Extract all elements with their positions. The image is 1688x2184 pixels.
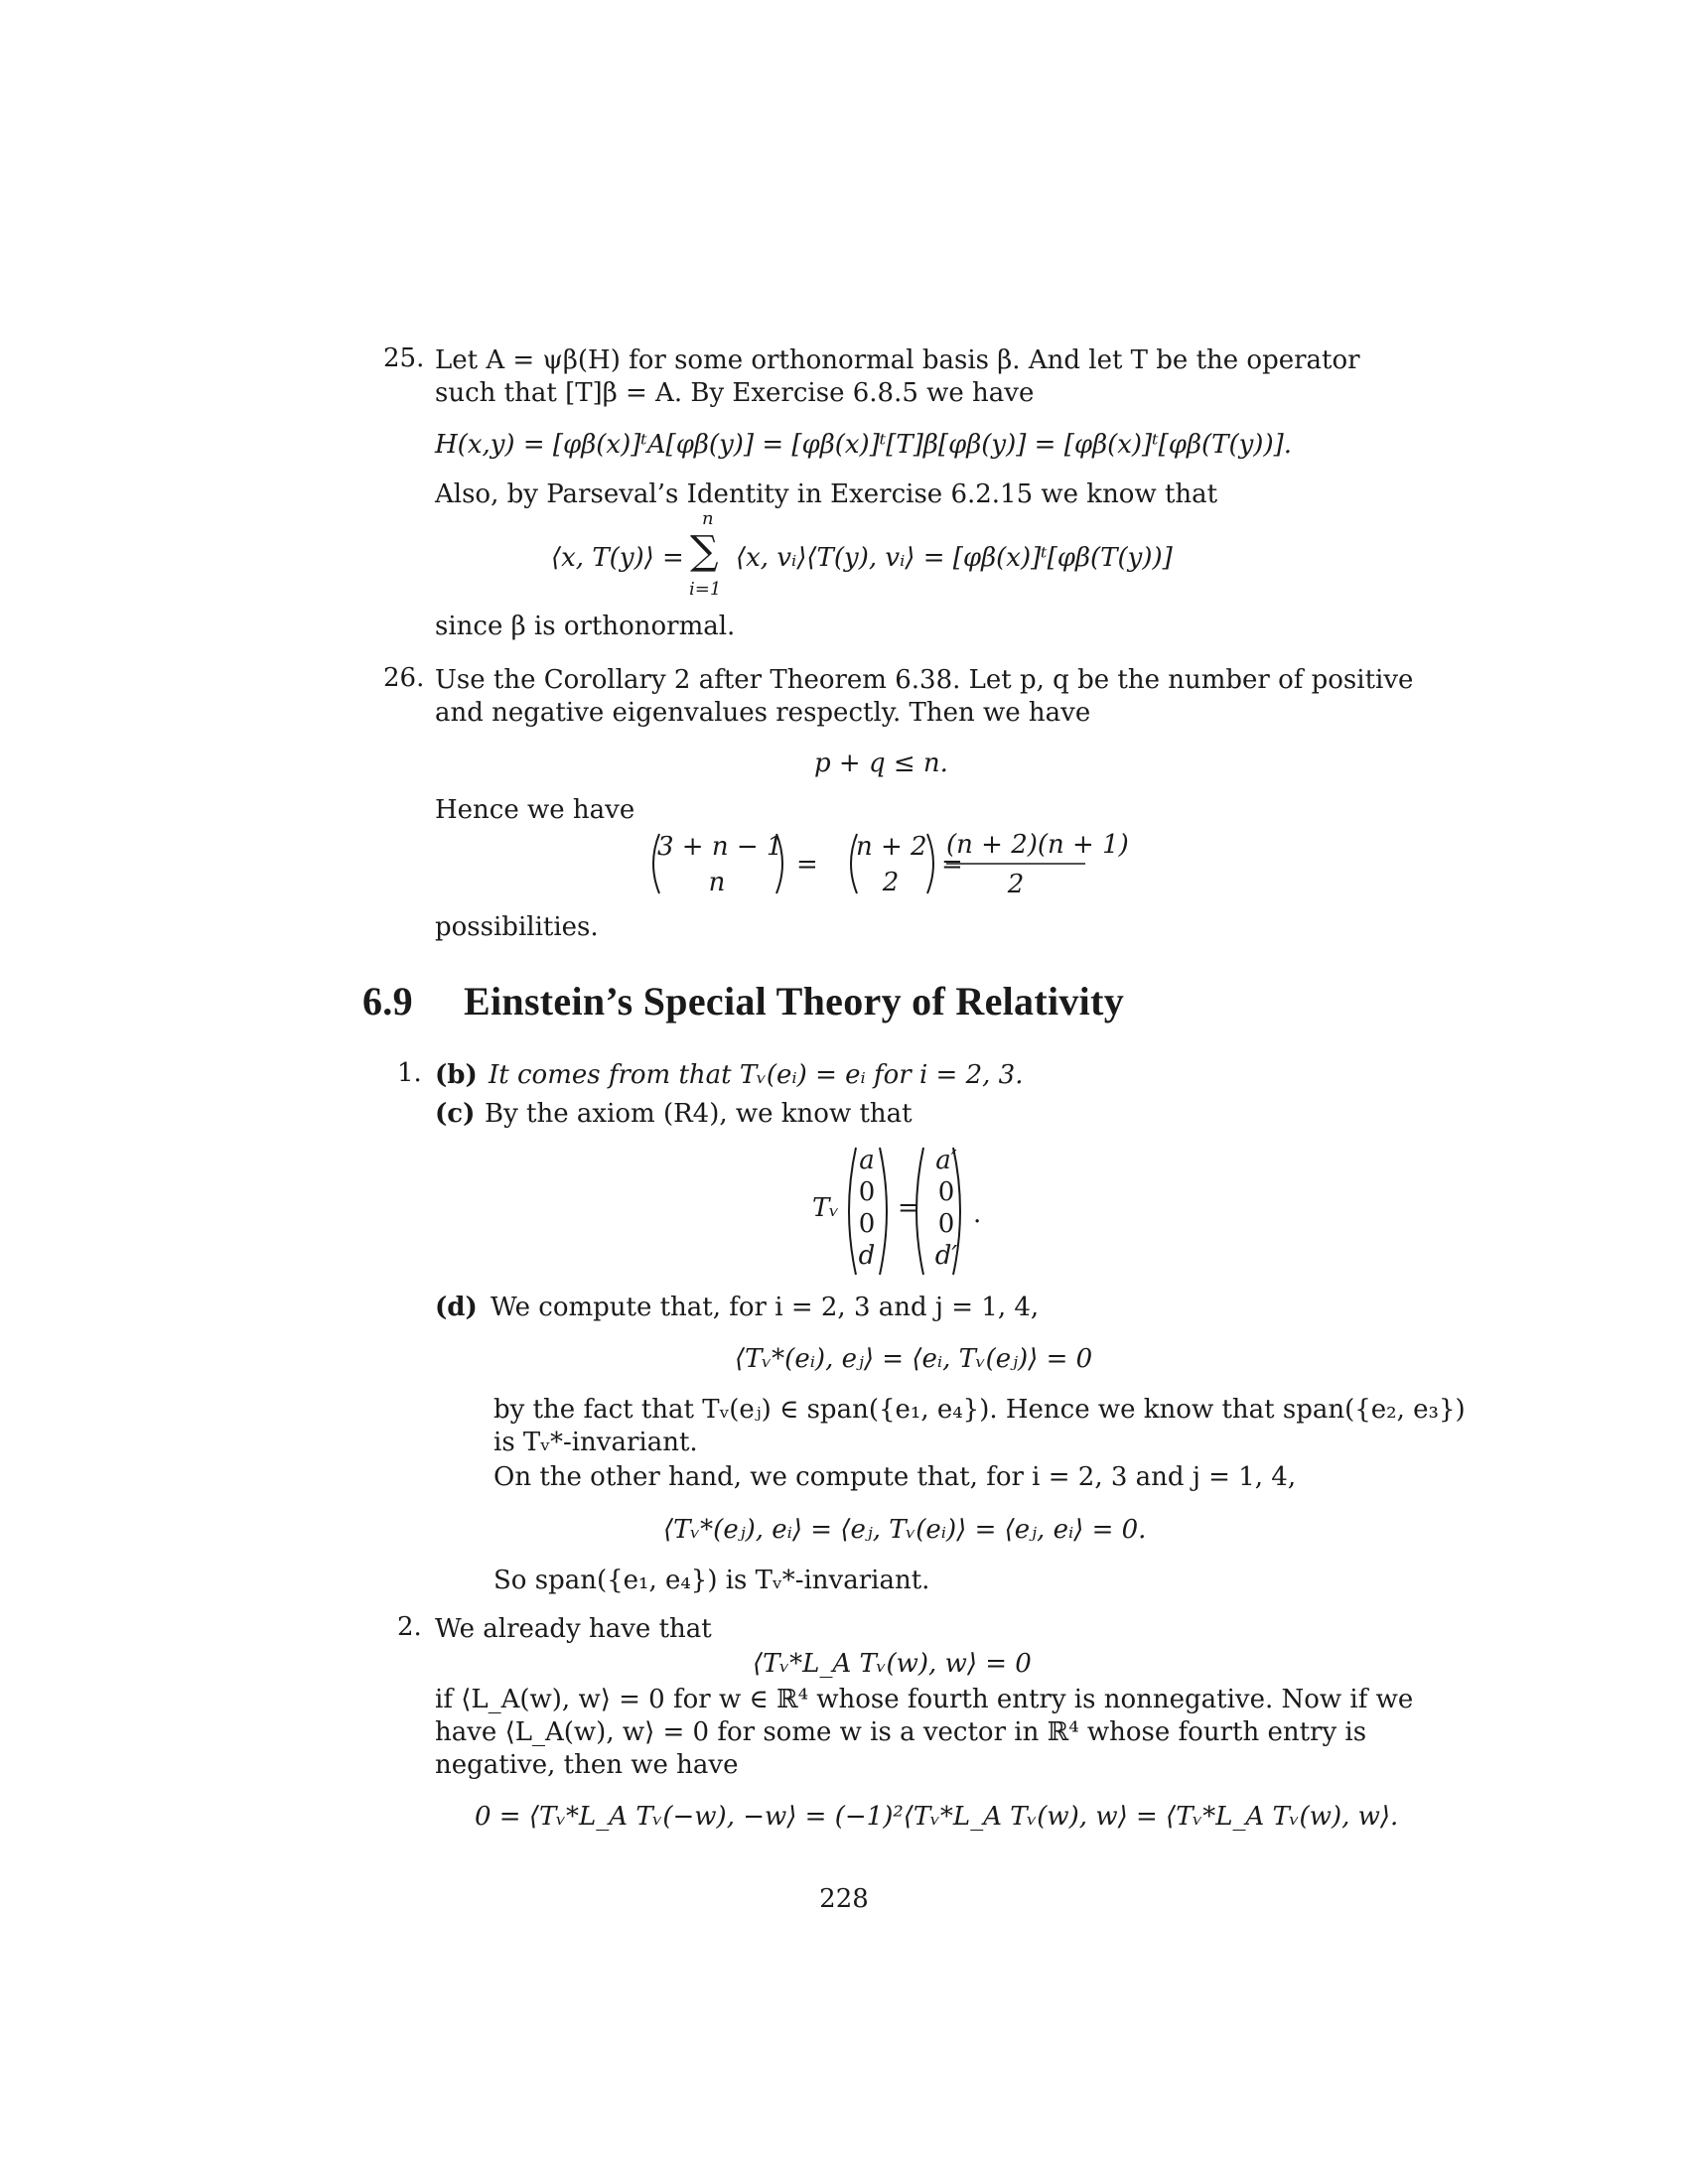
exercise-25-line-1: Let A = ψβ(H) for some orthonormal basis β. And let T be the operator (435, 345, 1360, 375)
vec-period: . (973, 1199, 982, 1229)
section-title: Einstein’s Special Theory of Relativity (464, 979, 1125, 1024)
item-1-d-line-4: On the other hand, we compute that, for i = 2, 3 and j = 1, 4, (493, 1462, 1297, 1492)
item-1-b-text: It comes from that Tᵥ(eᵢ) = eᵢ for i = 2, 3. (489, 1060, 1024, 1090)
item-2-number: 2. (397, 1612, 422, 1642)
vec-equals: = (898, 1193, 919, 1223)
item-1-d-line-2: by the fact that Tᵥ(eⱼ) ∈ span({e₁, e₄}). Hence we know that span({e₂, e₃}) (493, 1395, 1466, 1425)
binom1-top: 3 + n − 1 (657, 832, 783, 862)
exercise-25-sum-symbol: ∑ (690, 528, 719, 574)
vec2-entry-3: 0 (937, 1209, 955, 1239)
item-1-c-operator: Tᵥ (812, 1193, 840, 1223)
binom2-right-paren (927, 834, 933, 893)
exercise-25-line-3: Also, by Parseval’s Identity in Exercise 6.2.15 we know that (435, 479, 1218, 509)
exercise-25-sum-top: n (702, 508, 714, 529)
exercise-26-line-3: Hence we have (435, 795, 635, 825)
exercise-26-number: 26. (383, 663, 425, 693)
binom2-top: n + 2 (856, 832, 927, 862)
exercise-26-line-4: possibilities. (435, 912, 599, 942)
item-1-d-label: (d) (435, 1293, 478, 1322)
exercise-25-sum-bottom: i=1 (689, 579, 722, 600)
binom1-bottom: n (708, 868, 726, 897)
vec1-entry-1: a (859, 1146, 875, 1175)
binom-equals-1: = (796, 850, 818, 880)
item-1-d-equation-1: ⟨Tᵥ*(eᵢ), eⱼ⟩ = ⟨eᵢ, Tᵥ(eⱼ)⟩ = 0 (735, 1344, 1093, 1374)
section-heading (362, 978, 1124, 1024)
item-2-line-1: We already have that (435, 1614, 712, 1644)
item-1-d-equation-2: ⟨Tᵥ*(eⱼ), eᵢ⟩ = ⟨eⱼ, Tᵥ(eᵢ)⟩ = ⟨eⱼ, eᵢ⟩ = 0. (663, 1515, 1147, 1545)
section-number: 6.9 (362, 979, 413, 1024)
item-2-line-3: have ⟨L_A(w), w⟩ = 0 for some w is a vector in ℝ⁴ whose fourth entry is (435, 1717, 1367, 1747)
vec1-entry-3: 0 (858, 1209, 876, 1239)
item-1-d-line-5: So span({e₁, e₄}) is Tᵥ*-invariant. (493, 1566, 930, 1595)
vec2-entry-1: a′ (935, 1146, 957, 1175)
item-1-number: 1. (397, 1058, 422, 1088)
item-2-line-2: if ⟨L_A(w), w⟩ = 0 for w ∈ ℝ⁴ whose fourth entry is nonnegative. Now if we (435, 1685, 1414, 1714)
vec1-entry-4: d (858, 1241, 876, 1271)
item-1-c-label: (c) (435, 1099, 476, 1129)
exercise-25-line-4: since β is orthonormal. (435, 612, 736, 641)
fraction-numerator: (n + 2)(n + 1) (946, 830, 1129, 860)
item-2-equation-2: 0 = ⟨Tᵥ*L_A Tᵥ(−w), −w⟩ = (−1)²⟨Tᵥ*L_A Tᵥ(w), w⟩ = ⟨Tᵥ*L_A Tᵥ(w), w⟩. (475, 1802, 1399, 1832)
vec2-entry-2: 0 (937, 1177, 955, 1207)
item-1-d-text: We compute that, for i = 2, 3 and j = 1, 4, (491, 1293, 1040, 1322)
exercise-25-line-2: such that [T]β = A. By Exercise 6.8.5 we have (435, 378, 1035, 408)
vec2-entry-4: d′ (934, 1241, 958, 1271)
exercise-25-equation-1: H(x,y) = [φβ(x)]ᵗA[φβ(y)] = [φβ(x)]ᵗ[T]β[φβ(y)] = [φβ(x)]ᵗ[φβ(T(y))]. (435, 430, 1293, 460)
item-1-d-line-3: is Tᵥ*-invariant. (493, 1428, 698, 1457)
binom-equals-2: = (941, 850, 963, 880)
exercise-26-equation-1: p + q ≤ n. (814, 749, 948, 778)
binom2-bottom: 2 (882, 868, 900, 897)
vec1-entry-2: 0 (858, 1177, 876, 1207)
exercise-26-line-2: and negative eigenvalues respectly. Then we have (435, 698, 1091, 728)
item-2-line-4: negative, then we have (435, 1750, 739, 1780)
exercise-25-eq2-rhs: ⟨x, vᵢ⟩⟨T(y), vᵢ⟩ = [φβ(x)]ᵗ[φβ(T(y))] (736, 543, 1173, 573)
exercise-26-line-1: Use the Corollary 2 after Theorem 6.38. Let p, q be the number of positive (435, 665, 1414, 695)
item-2-equation-1: ⟨Tᵥ*L_A Tᵥ(w), w⟩ = 0 (753, 1649, 1032, 1679)
item-1-c-text: By the axiom (R4), we know that (485, 1099, 913, 1129)
exercise-25-number: 25. (383, 343, 425, 373)
item-1-b-label: (b) (435, 1060, 478, 1090)
fraction-denominator: 2 (1007, 870, 1025, 899)
page-number: 228 (819, 1884, 869, 1914)
exercise-25-eq2-lhs: ⟨x, T(y)⟩ = (551, 543, 684, 573)
